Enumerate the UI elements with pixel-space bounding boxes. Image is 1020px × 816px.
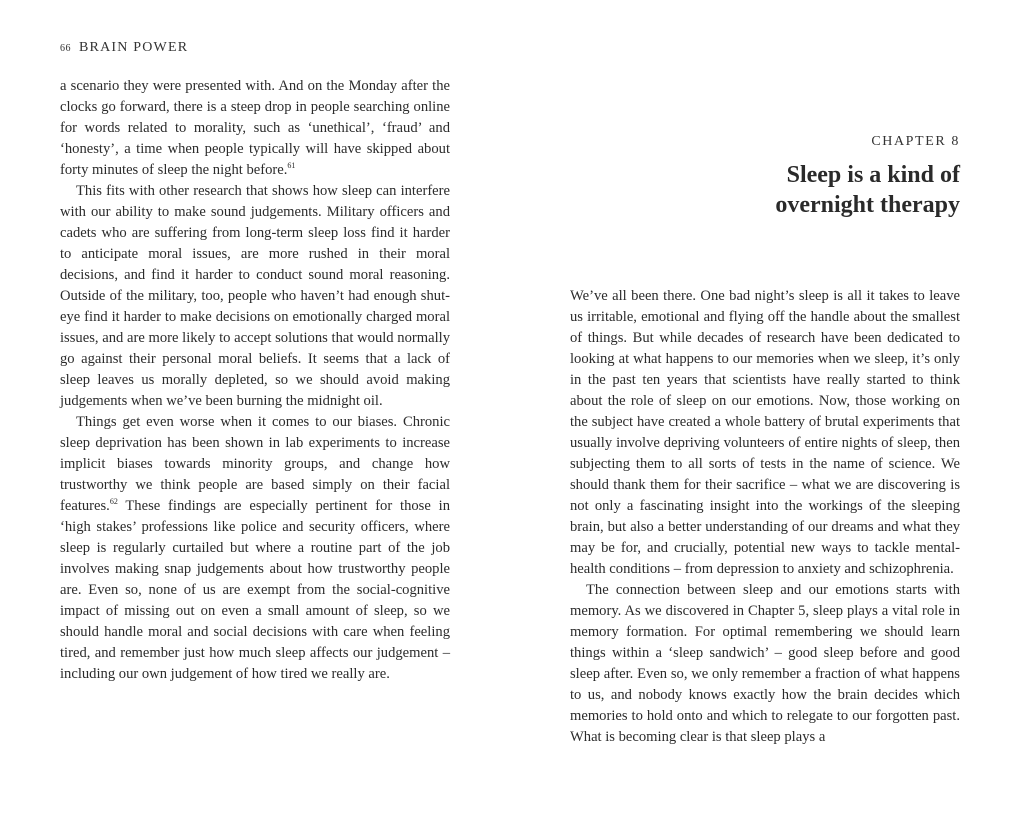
- chapter-label: CHAPTER 8: [871, 134, 960, 149]
- paragraph-text: This fits with other research that shows how sleep can interfere with our ability to make sound judgements. Military officers and cadets who are suffering from long-term sleep loss find it harder to anticipate moral issues, are more rushed in their moral decisions, and find it harder to conduct sound moral reasoning. Outside of the military, too, people who haven’t had enough shut-eye find it harder to make decisions on emotionally charged moral issues, and are more likely to accept solutions that would normally go against their personal moral beliefs. It seems that a lack of sleep leaves us morally depleted, so we should avoid making judgements when we’ve been burning the midnight oil.: [60, 183, 450, 409]
- right-page: [510, 0, 1020, 816]
- paragraph-text: The connection between sleep and our emotions starts with memory. As we discovered in Chapter 5, sleep plays a vital role in memory formation. For optimal remembering we should learn things within a ‘sleep sandwich’ – good sleep before and good sleep after. Even so, we only remember a fraction of what happens to us, and nobody knows exactly how the brain decides which memories to hold onto and which to relegate to our forgotten past. What is becoming clear is that sleep plays a: [570, 582, 960, 745]
- running-head-title: BRAIN POWER: [79, 40, 189, 55]
- paragraph-text: We’ve all been there. One bad night’s sleep is all it takes to leave us irritable, emotional and flying off the handle about the smallest of things. But while decades of research have been dedicated to looking at what happens to our memories when we sleep, it’s only in the past ten years that scientists have really started to think about the role of sleep on our emotions. Now, those working on the subject have created a whole battery of brutal experiments that usually involve depriving volunteers of entire nights of sleep, then subjecting them to all sorts of tests in the name of science. We should thank them for their sacrifice – what we are discovering is not only a fascinating insight into the workings of the sleeping brain, but also a better understanding of our dreams and what they may be for, and crucially, potential new ways to tackle mental-health conditions – from depression to anxiety and schizophrenia.: [570, 288, 960, 577]
- paragraph: [570, 286, 960, 580]
- footnote-marker[interactable]: 62: [109, 497, 118, 507]
- left-body-text: [60, 76, 450, 685]
- chapter-title-line: overnight therapy: [775, 192, 960, 218]
- footnote-marker[interactable]: 61: [287, 161, 296, 171]
- chapter-title-line: Sleep is a kind of: [786, 162, 960, 188]
- paragraph-text: a scenario they were presented with. And on the Monday after the clocks go forward, there is a steep drop in people searching online for words related to morality, such as ‘unethical’, ‘fraud’ and ‘honesty’, a time when people typically will have skipped about forty minutes of sleep the night before.: [60, 78, 450, 178]
- paragraph: [60, 412, 450, 685]
- running-head: [60, 40, 188, 56]
- page-number: 66: [60, 43, 71, 54]
- right-body-text: [570, 286, 960, 748]
- paragraph: [60, 181, 450, 412]
- paragraph-text: Things get even worse when it comes to our biases. Chronic sleep deprivation has been shown in lab experiments to increase implicit biases towards minority groups, and change how trustworthy we think people are based simply on their facial features.: [60, 414, 450, 514]
- paragraph: [570, 580, 960, 748]
- chapter-title: [630, 160, 960, 220]
- paragraph: [60, 76, 450, 181]
- paragraph-text: These findings are especially pertinent for those in ‘high stakes’ professions like police and security officers, where sleep is regularly curtailed but where a routine part of the job involves making snap judgements about how trustworthy people are. Even so, none of us are exempt from the social-cognitive impact of missing out on even a small amount of sleep, so we should handle moral and social decisions with care when feeling tired, and remember just how much sleep affects our judgement – including our own judgement of how tired we really are.: [60, 498, 450, 682]
